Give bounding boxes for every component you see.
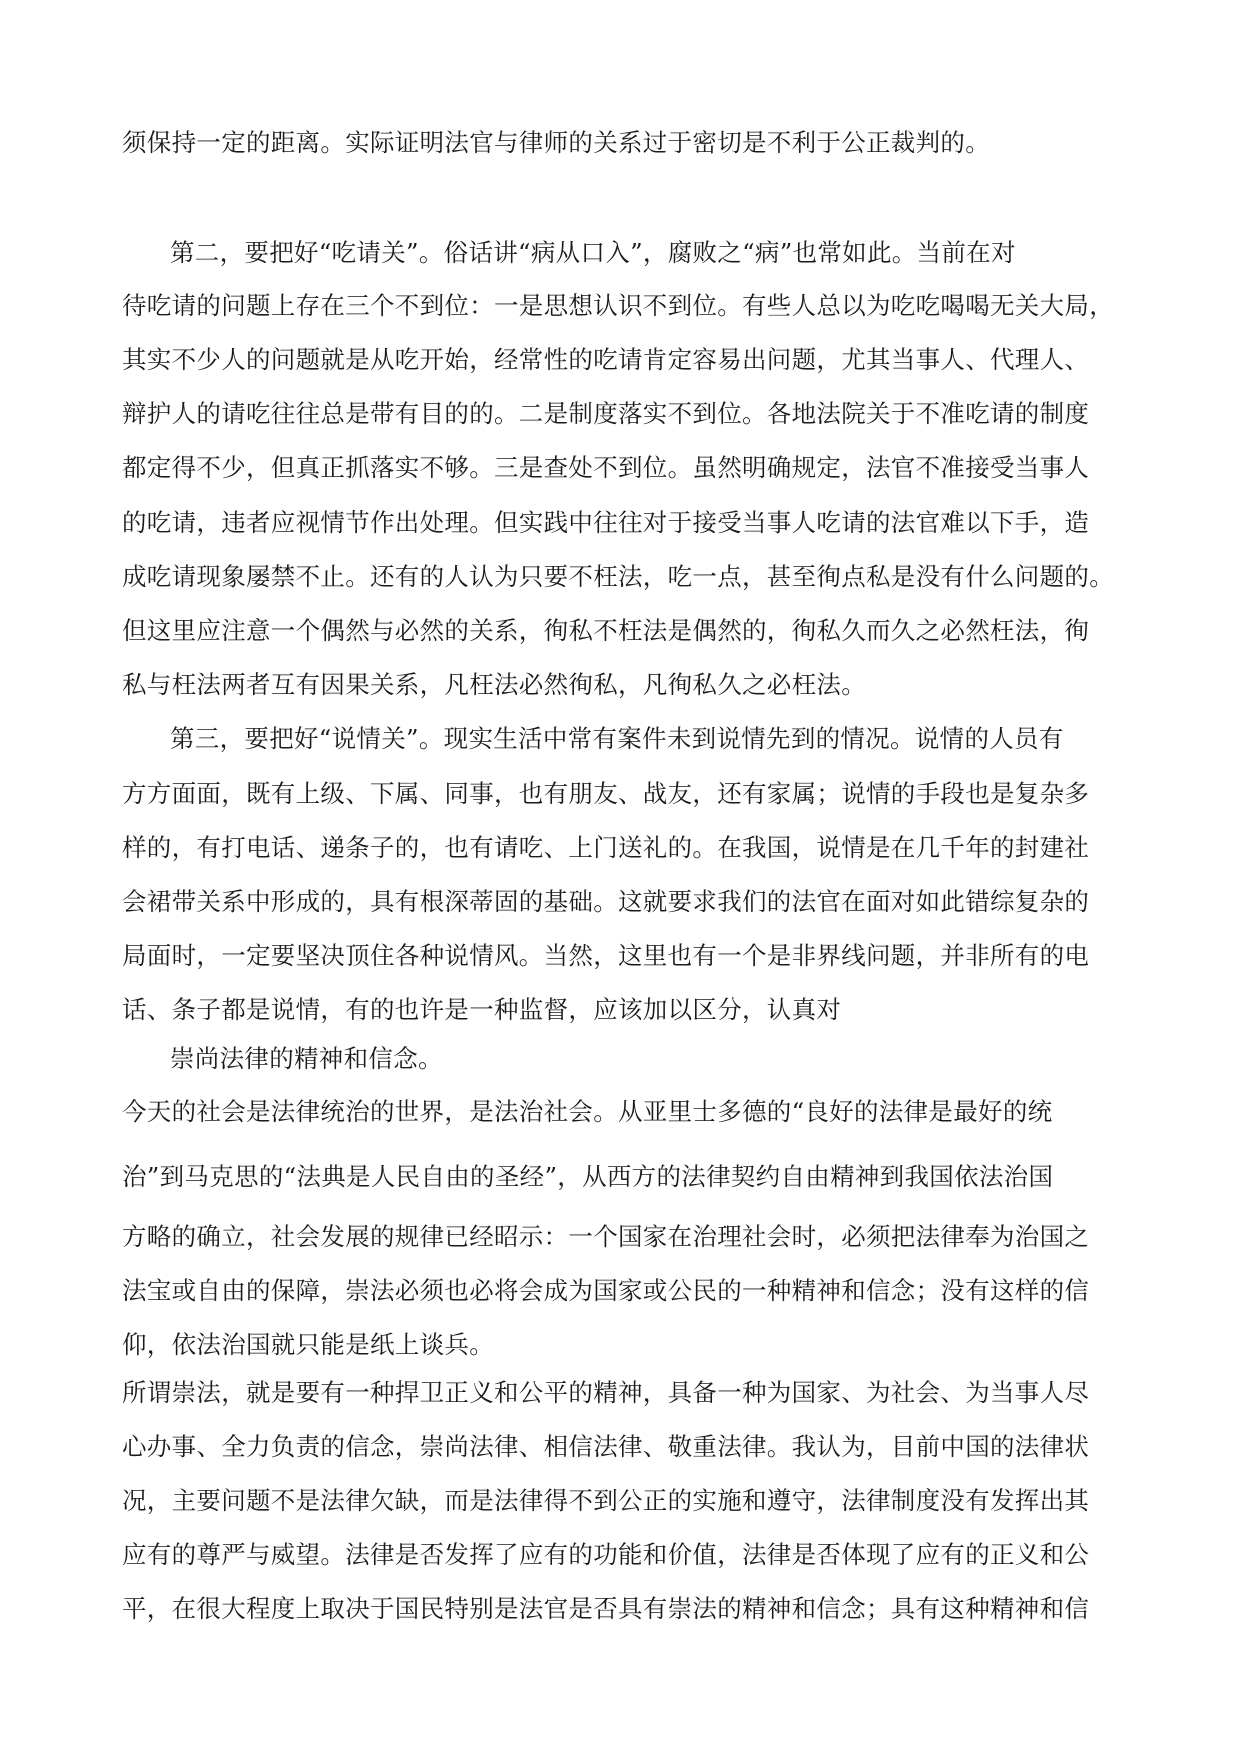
text-line: 的吃请，违者应视情节作出处理。但实践中往往对于接受当事人吃请的法官难以下手，造 <box>122 508 1090 537</box>
text-line: 治”到马克思的“法典是人民自由的圣经”，从西方的法律契约自由精神到我国依法治国 <box>122 1162 1054 1191</box>
text-line: 须保持一定的距离。实际证明法官与律师的关系过于密切是不利于公正裁判的。 <box>122 128 990 157</box>
text-line: 辩护人的请吃往往总是带有目的的。二是制度落实不到位。各地法院关于不准吃请的制度 <box>122 399 1090 428</box>
text-line: 其实不少人的问题就是从吃开始，经常性的吃请肯定容易出问题，尤其当事人、代理人、 <box>122 345 1090 374</box>
text-line: 况，主要问题不是法律欠缺，而是法律得不到公正的实施和遵守，法律制度没有发挥出其 <box>122 1486 1090 1515</box>
text-line: 样的，有打电话、递条子的，也有请吃、上门送礼的。在我国，说情是在几千年的封建社 <box>122 833 1090 862</box>
text-line: 待吃请的问题上存在三个不到位：一是思想认识不到位。有些人总以为吃吃喝喝无关大局， <box>122 291 1114 320</box>
text-line: 平，在很大程度上取决于国民特别是法官是否具有崇法的精神和信念；具有这种精神和信 <box>122 1594 1090 1623</box>
text-line: 方略的确立，社会发展的规律已经昭示：一个国家在治理社会时，必须把法律奉为治国之 <box>122 1222 1090 1251</box>
paragraph-first-line: 所谓崇法，就是要有一种捍卫正义和公平的精神，具备一种为国家、为社会、为当事人尽 <box>122 1378 1090 1407</box>
text-line: 会裙带关系中形成的，具有根深蒂固的基础。这就要求我们的法官在面对如此错综复杂的 <box>122 887 1090 916</box>
text-line: 方方面面，既有上级、下属、同事，也有朋友、战友，还有家属；说情的手段也是复杂多 <box>122 779 1090 808</box>
text-line: 话、条子都是说情，有的也许是一种监督，应该加以区分，认真对 <box>122 995 842 1024</box>
section-heading: 崇尚法律的精神和信念。 <box>170 1044 443 1073</box>
text-line: 应有的尊严与威望。法律是否发挥了应有的功能和价值，法律是否体现了应有的正义和公 <box>122 1540 1090 1569</box>
text-line: 私与枉法两者互有因果关系，凡枉法必然徇私，凡徇私久之必枉法。 <box>122 670 866 699</box>
paragraph-first-line: 今天的社会是法律统治的世界，是法治社会。从亚里士多德的“良好的法律是最好的统 <box>122 1097 1053 1126</box>
paragraph-first-line: 第二，要把好“吃请关”。俗话讲“病从口入”，腐败之“病”也常如此。当前在对 <box>170 238 1016 267</box>
text-line: 仰，依法治国就只能是纸上谈兵。 <box>122 1330 494 1359</box>
text-line: 但这里应注意一个偶然与必然的关系，徇私不枉法是偶然的，徇私久而久之必然枉法，徇 <box>122 616 1090 645</box>
text-line: 局面时，一定要坚决顶住各种说情风。当然，这里也有一个是非界线问题，并非所有的电 <box>122 941 1090 970</box>
text-line: 成吃请现象屡禁不止。还有的人认为只要不枉法，吃一点，甚至徇点私是没有什么问题的。 <box>122 562 1114 591</box>
text-line: 法宝或自由的保障，崇法必须也必将会成为国家或公民的一种精神和信念；没有这样的信 <box>122 1276 1090 1305</box>
text-line: 心办事、全力负责的信念，崇尚法律、相信法律、敬重法律。我认为，目前中国的法律状 <box>122 1432 1090 1461</box>
paragraph-first-line: 第三，要把好“说情关”。现实生活中常有案件未到说情先到的情况。说情的人员有 <box>170 724 1064 753</box>
text-line: 都定得不少，但真正抓落实不够。三是查处不到位。虽然明确规定，法官不准接受当事人 <box>122 453 1090 482</box>
